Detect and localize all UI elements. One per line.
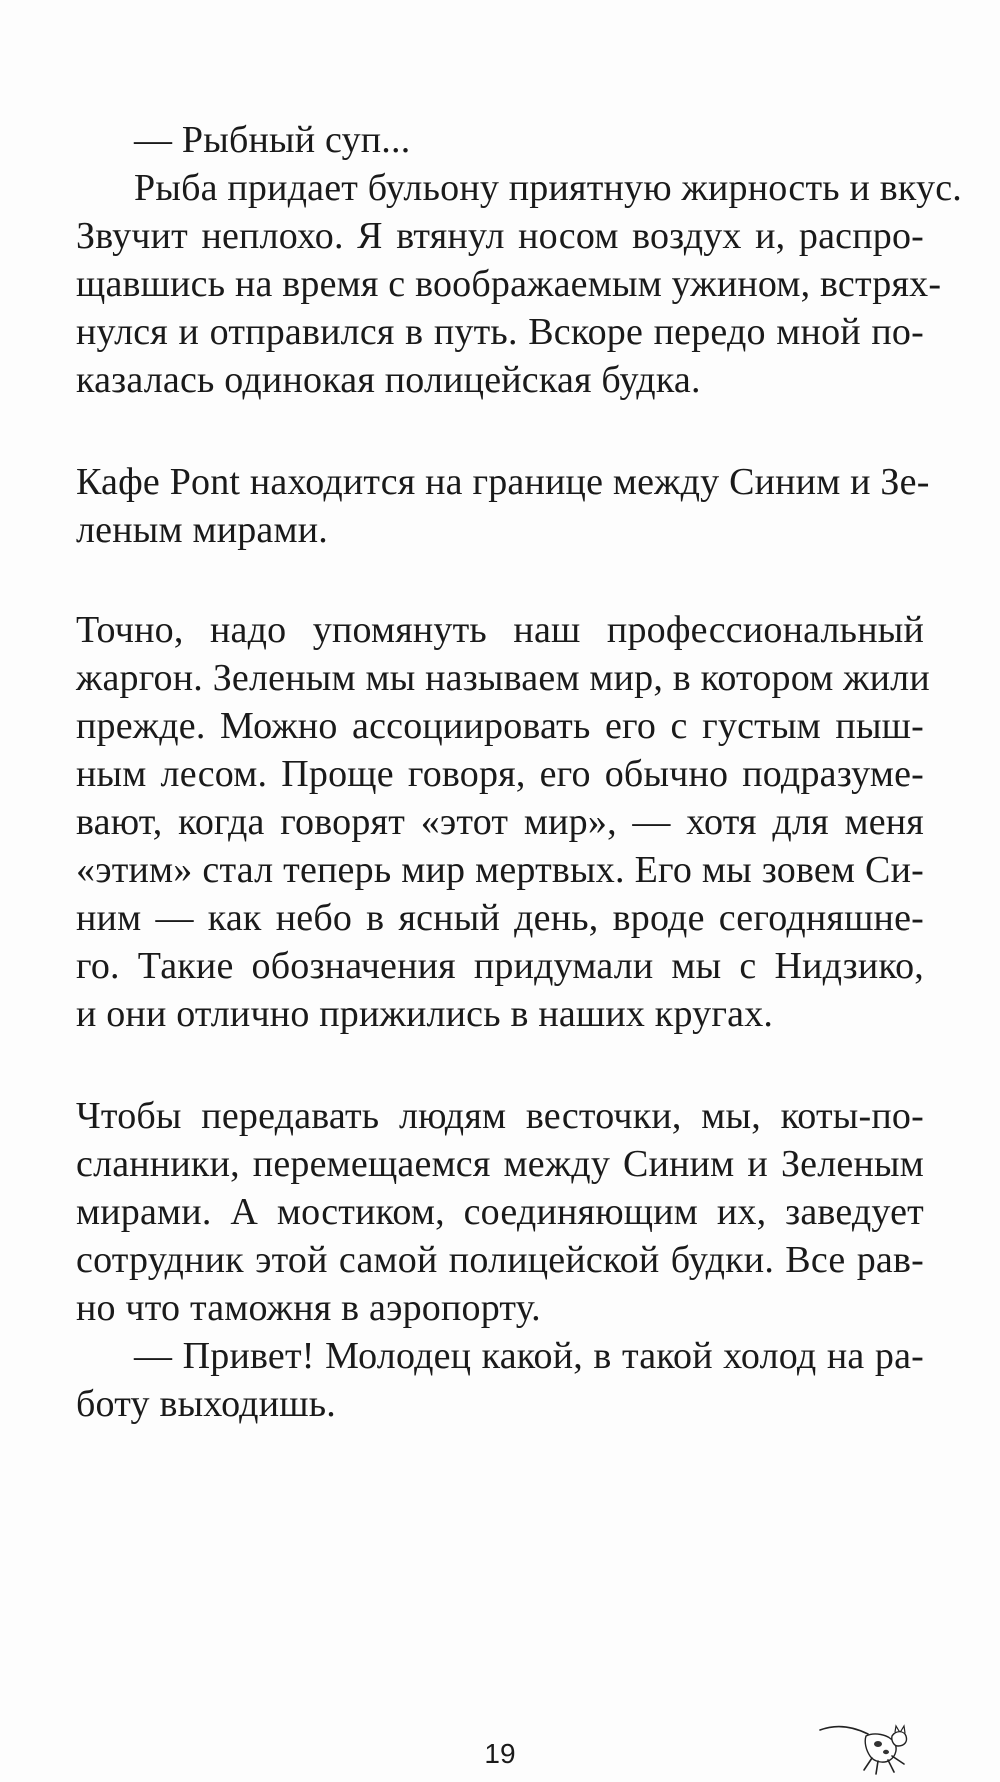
page-number: 19 bbox=[484, 1738, 516, 1769]
text-line: Точно, надо упомянуть наш профессиональный bbox=[76, 609, 924, 651]
text-line: боту выходишь. bbox=[76, 1383, 336, 1425]
running-cat-icon bbox=[818, 1722, 910, 1778]
text-line: сотрудник этой самой полицейской будки. Все рав- bbox=[76, 1239, 924, 1281]
text-line: но что таможня в аэропорту. bbox=[76, 1287, 541, 1329]
text-line: мирами. А мостиком, соединяющим их, заведует bbox=[76, 1191, 924, 1233]
text-line: Рыба придает бульону приятную жирность и вкус. bbox=[134, 167, 962, 209]
text-line: прежде. Можно ассоциировать его с густым пыш- bbox=[76, 705, 924, 747]
text-line: сланники, перемещаемся между Синим и Зеленым bbox=[76, 1143, 924, 1185]
text-line: леным мирами. bbox=[76, 509, 328, 551]
text-line: вают, когда говорят «этот мир», — хотя для меня bbox=[76, 801, 924, 843]
text-line: Звучит неплохо. Я втянул носом воздух и, распро- bbox=[76, 215, 924, 257]
text-line: казалась одинокая полицейская будка. bbox=[76, 359, 701, 401]
text-line: щавшись на время с воображаемым ужином, встрях- bbox=[76, 263, 942, 305]
text-line: Чтобы передавать людям весточки, мы, коты-по- bbox=[76, 1095, 924, 1137]
text-line: — Рыбный суп... bbox=[134, 119, 411, 161]
text-line: жаргон. Зеленым мы называем мир, в котором жили bbox=[76, 657, 930, 699]
text-line: «этим» стал теперь мир мертвых. Его мы зовем Си- bbox=[76, 849, 924, 891]
text-line: и они отлично прижились в наших кругах. bbox=[76, 993, 774, 1035]
text-line: Кафе Pont находится на границе между Синим и Зе- bbox=[76, 461, 930, 503]
text-line: го. Такие обозначения придумали мы с Нидзико, bbox=[76, 945, 924, 987]
text-line: ним — как небо в ясный день, вроде сегодняшне- bbox=[76, 897, 924, 939]
text-line: нулся и отправился в путь. Вскоре передо мной по- bbox=[76, 311, 924, 353]
text-line: ным лесом. Проще говоря, его обычно подразуме- bbox=[76, 753, 924, 795]
text-line: — Привет! Молодец какой, в такой холод на ра- bbox=[134, 1335, 924, 1377]
